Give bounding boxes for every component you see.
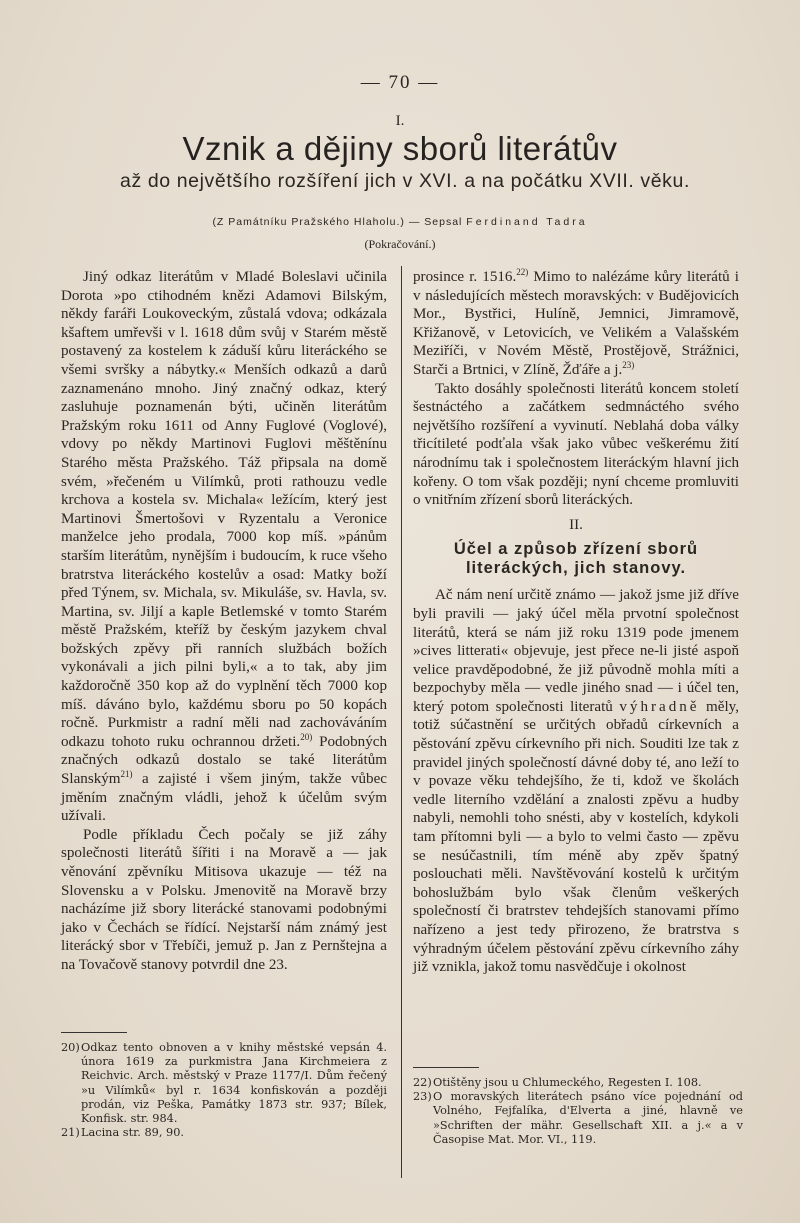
paragraph: Podle příkladu Čech počaly se již záhy společnosti literátů šířiti i na Moravě a — jak věnování zpěvníku Mitisova ukazuje — též na Slovensku a v Polsku. Jmenovitě na Moravě brzy nacházíme již sbory literácké stanovami podobnými jako v Čechách se řídící. Nejstarší nám známý jest literácký sbor v Třebíči, jemuž p. Jan z Pernštejna a na Tovačově stanovy potvrdil dne 23. <box>61 826 387 973</box>
footnote-text: O moravských literátech psáno více pojednání od Volného, Fejfalíka, d'Elverta a jiné, hlavně ve »Schriften der mähr. Gesellschaft XII. a j.« a v Časopise Mat. Mor. VI., 119. <box>433 1090 743 1146</box>
paragraph <box>413 586 739 976</box>
footnote-number: 20) <box>61 1041 80 1054</box>
footnote-number: 23) <box>413 1090 432 1104</box>
footnote <box>61 1126 387 1140</box>
paragraph-text: prosince r. 1516. <box>413 269 517 285</box>
paragraph: Takto dosáhly společnosti literátů koncem století šestnáctého a začátkem sedmnáctého svého největšího rozšíření a vyvinutí. Neblahá doba války třicítileté podťala však jako vůbec veškerému žití národnímu tak i společnostem literáckým hlavní jich kořeny. O tom však později; nyní chceme promluviti o vnitřním zřízení sborů literáckých. <box>413 380 739 509</box>
footnote <box>413 1076 743 1090</box>
left-column <box>61 268 387 975</box>
article-subtitle: až do největšího rozšíření jich v XVI. a na počátku XVII. věku. <box>120 170 690 192</box>
source-line <box>0 216 800 228</box>
section-number: II. <box>569 516 583 533</box>
footnotes-right <box>413 1067 743 1147</box>
paragraph-text: Mimo to nalézáme kůry literátů i v následujících městech moravských: v Budějovicích Mor., Bystřici, Hulíně, Jemnici, Jimramově, Křižanově, v Letovicích, ve Velikém a Valašském Meziříči, v Novém Městě, Prostějově, Strážnici, Starči a Brtnici, v Zlíně, Žďáře a j. <box>413 269 740 378</box>
footnote <box>61 1041 387 1126</box>
footnote-number: 21) <box>61 1126 80 1140</box>
section-title: Účel a způsob zřízení sborů literáckých, jich stanovy. <box>453 540 699 578</box>
paragraph <box>61 268 387 826</box>
paragraph <box>413 268 739 380</box>
footnote-ref[interactable]: 22) <box>516 266 529 277</box>
column-divider <box>401 266 402 1178</box>
footnote-rule <box>61 1032 127 1033</box>
footnote <box>413 1090 743 1147</box>
source-prefix: (Z Památníku Pražského Hlaholu.) — Sepsal <box>212 216 467 228</box>
footnote-number: 22) <box>413 1076 432 1089</box>
paragraph-text: Jiný odkaz literátům v Mladé Boleslavi učinila Dorota »po ctihodném knězi Adamovi Bilským, někdy faráři Loukoveckým, zůstalá vdova; odkázala kšaftem umřevši v l. 1618 dům svůj v Starém městě postavený za kostelem k záduší kůru literáckého se všemi svršky a nábytky.« Menších odkazů a darů zaznamenáno mnoho. Jiný značný odkaz, který zasluhuje poznamenán býti, učiněn literátům Pražským roku 1611 od Anny Fuglové (Voglové), vdovy po někdy Martinovi Fuglovi měštěnínu Starého města Pražského. Táž připsala na domě svém, »řečeném u Vilímků, proti rathouzu vedle krchova a kostela sv. Michala« ležícím, který jest Martinovi Šmertošovi v Ryzentalu a Veronice manželce jeho prodala, 7000 kop míš. »pánům starším literátům, nynějším i budoucím, k ruce všeho bratrstva literáckého kostelův a osad: Matky boží před Týnem, sv. Michala, sv. Mikuláše, sv. Havla, sv. Martina, sv. Jiljí a kaple Betlemské v tomto Starém městě Pražském, kteříž by českým jazykem chval božských zpěvy při ranních službách božích vykonávali a jich pilni byli,« a to tak, aby jim každoročně 350 kop až do vyplnění těch 7000 kop míš. dáváno bylo, každému sboru po 50 kopách ročně. Purkmistr a radní měli nad zachováváním odkazu tohoto ruku ochrannou držeti. <box>61 269 387 750</box>
right-column <box>413 268 739 977</box>
footnote-text: Odkaz tento obnoven a v knihy městské vepsán 4. února 1619 za purkmistra Jana Kirchmeiera z Reichvic. Arch. městský v Praze 1177/I. Dům řečený »u Vilímků« byl r. 1634 konfiskován a později prodán, viz Peška, Památky 1873 str. 937; Bílek, Konfisk. str. 984. <box>81 1041 387 1126</box>
footnotes-left <box>61 1032 387 1140</box>
paragraph-text: měly, totiž súčastnění se určitých obřadů církevních a pěstování zpěvu církevního při nich. Souditi lze tak z pravidel jiných společností dávné doby té, ano leží to v povaze věku tehdejšího, že ti, kdož ve školách vedle literního vzdělání a znalosti zpěvu a hudby nabyli, nemohli toho snésti, aby v kostelích, kdykoli tam přítomni byli — a bylo to velmi často — zpěvu se nesúčastnili, tím méně aby zpěv špatný poslouchati měli. Navštěvování kostelů k určitým bohoslužbám bylo však členům veškerých společností či bratrstev tehdejších stanovami přímo nařízeno a jest tedy přirozeno, že bratrstva s výhradným účelem pěstování zpěvu církevního záhy již vznikla, jakož tomu nasvědčuje i okolnost <box>413 698 740 976</box>
article-title: Vznik a dějiny sborů literátův <box>182 130 618 167</box>
footnote-ref[interactable]: 21) <box>120 769 133 779</box>
footnote-rule <box>413 1067 479 1068</box>
author-name: Ferdinand Tadra <box>466 216 588 228</box>
section-number: I. <box>395 113 405 129</box>
page-number: — 70 — <box>360 72 440 93</box>
footnote-text: Otištěny jsou u Chlumeckého, Regesten I. 108. <box>433 1076 702 1089</box>
footnote-ref[interactable]: 20) <box>300 731 313 742</box>
footnote-text: Lacina str. 89, 90. <box>81 1126 184 1140</box>
footnote-ref[interactable]: 23) <box>622 359 635 370</box>
paragraph-text: a zajisté i všem jiným, takže vůbec jměním značným vládli, jehož k účelům svým užívali. <box>61 771 387 825</box>
emphasis-spaced: výhradně <box>619 698 700 715</box>
paragraph-text: Podobných značných odkazů dostalo se také literátům Slanským <box>61 733 387 788</box>
paragraph-text: Ač nám není určitě známo — jakož jsme již dříve byli pravili — jaký účel měla prvotní společnost literátů, která se nám již roku 1319 pode jmenem »cives litterati« objevuje, jest přece ne-li jisté aspoň velice pravděpodobné, že již původně mohla míti a bezpochyby měla — vedle jiného snad — i účel ten, který potom společnosti literatů <box>413 587 739 715</box>
continuation-note: (Pokračování.) <box>364 237 436 251</box>
